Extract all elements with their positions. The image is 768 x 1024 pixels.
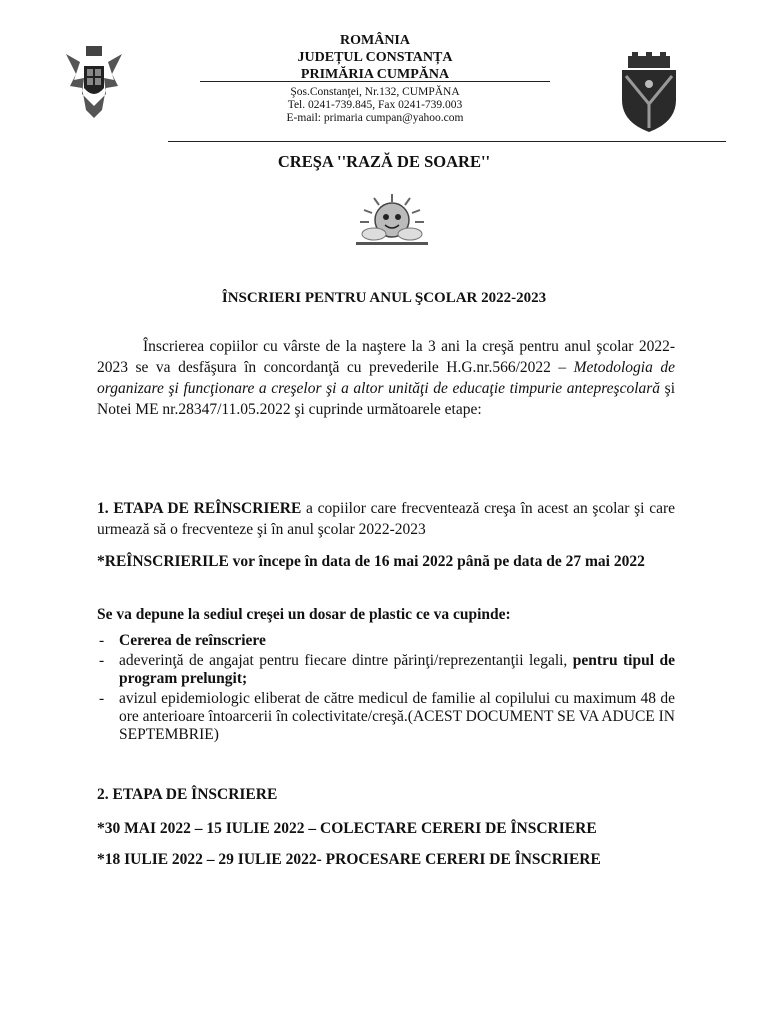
intro-text-1: Înscrierea copiilor cu vârste de la naştere la 3 ani la creşă pentru anul şcolar 2022-2023 se va desfăşura în concordanţă cu prevederile H.G.nr.566/2022 – [97, 338, 675, 376]
stage1-heading: 1. ETAPA DE REÎNSCRIERE [97, 500, 302, 517]
phone-fax: Tel. 0241-739.845, Fax 0241-739.003 [287, 99, 463, 111]
intro-paragraph [97, 336, 675, 420]
county-name: JUDEȚUL CONSTANȚA [297, 50, 453, 65]
letterhead-divider [168, 141, 726, 142]
dossier-heading: Se va depune la sediul creşei un dosar de plastic ce va cupinde: [97, 606, 511, 623]
letterhead [200, 32, 550, 125]
list-item: - adeverinţă de angajat pentru fiecare dintre părinţi/reprezentanţii legali, pentru tipul de program prelungit; [99, 652, 675, 687]
list-item-request: Cererea de reînscriere [119, 632, 266, 649]
stage2-processing-dates: *18 IULIE 2022 – 29 IULIE 2022- PROCESARE CERERI DE ÎNSCRIERE [97, 851, 601, 868]
list-item-epidemiological: avizul epidemiologic eliberat de către medicul de familie al copilului cu maximum 48 de ore anterioare întoarcerii în colectivitate/creşă.(ACEST DOCUMENT SE VA ADUCE IN SEPTEMBRIE) [119, 690, 675, 743]
intro-text-2: şi Notei ME nr.28347/11.05.2022 şi cuprinde următoarele etape: [97, 380, 675, 418]
email: E-mail: primaria cumpan@yahoo.com [286, 112, 464, 124]
address: Şos.Constanţei, Nr.132, CUMPĂNA [290, 86, 460, 98]
sun-mascot-logo-icon [352, 192, 432, 248]
stage2-heading: 2. ETAPA DE ÎNSCRIERE [97, 786, 278, 803]
list-item-employment-bold: pentru tipul de program prelungit; [119, 652, 675, 687]
header-divider [200, 81, 550, 82]
stage1-dates: *REÎNSCRIERILE vor începe în data de 16 mai 2022 până pe data de 27 mai 2022 [97, 553, 645, 570]
stage1-text: a copiilor care frecventează creşa în acest an şcolar şi care urmează să o frecventeze şi în anul şcolar 2022-2023 [97, 500, 675, 538]
romania-coat-of-arms-icon [60, 40, 128, 120]
stage1-paragraph [97, 498, 675, 540]
list-item-employment-text: adeverinţă de angajat pentru fiecare dintre părinţi/reprezentanţii legali, [119, 652, 573, 669]
city-hall-name: PRIMĂRIA CUMPĂNA [300, 67, 450, 82]
stage2-collection-dates: *30 MAI 2022 – 15 IULIE 2022 – COLECTARE CERERI DE ÎNSCRIERE [97, 820, 597, 837]
intro-methodology-italic: Metodologia de organizare şi funcţionare a creşelor şi a altor unităţi de educaţie timpurie antepreşcolară [97, 359, 675, 397]
cumpana-coat-of-arms-icon [618, 52, 680, 132]
document-title: ÎNSCRIERI PENTRU ANUL ŞCOLAR 2022-2023 [221, 290, 547, 306]
creche-name: CREŞA ''RAZĂ DE SOARE'' [277, 152, 491, 171]
list-item: - avizul epidemiologic eliberat de către medicul de familie al copilului cu maximum 48 de ore anterioare întoarcerii în colectivitate/creşă.(ACEST DOCUMENT SE VA ADUCE IN SEPTEMBRIE) [99, 690, 675, 743]
list-item: - Cererea de reînscriere [99, 632, 266, 649]
country-name: ROMÂNIA [340, 33, 410, 48]
dossier-list [97, 632, 675, 746]
